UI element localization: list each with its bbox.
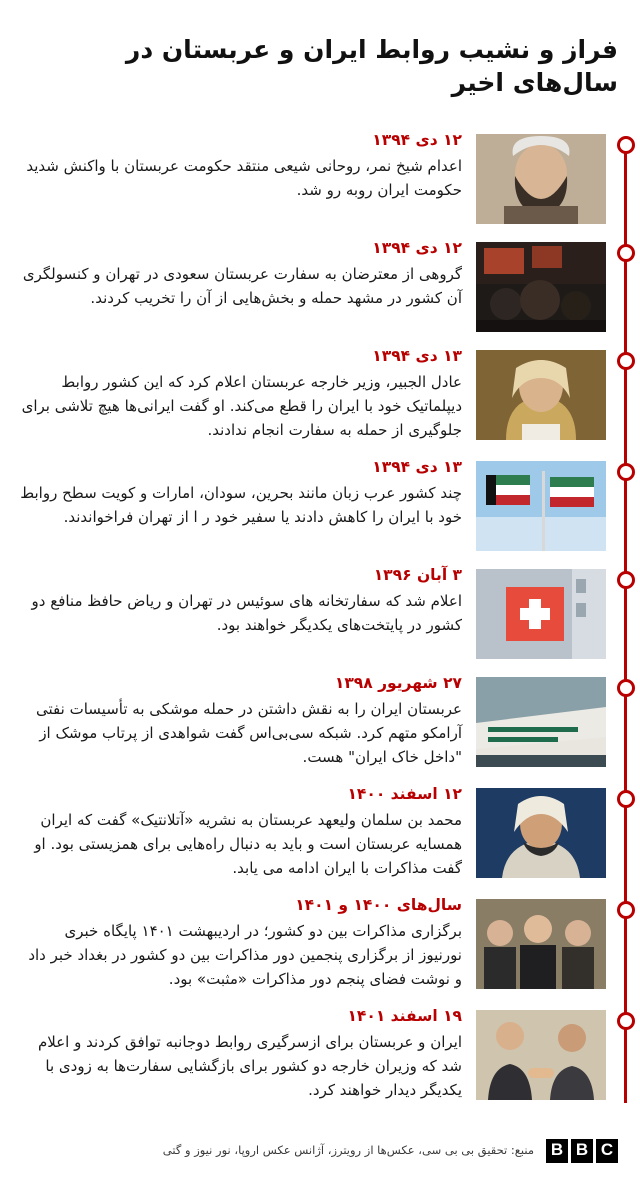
event-description: محمد بن سلمان ولیعهد عربستان به نشریه «آتلانتیک» گفت که ایران همسایه عربستان است و باید به دنبال راه‌هایی برای همزیستی بود. او گفت مذاکرات با ایران ادامه می یابد. bbox=[34, 810, 462, 878]
event-body bbox=[18, 673, 462, 770]
event-body bbox=[18, 784, 462, 881]
timeline-event bbox=[0, 238, 640, 346]
event-body bbox=[18, 895, 462, 992]
event-body bbox=[18, 565, 462, 638]
timeline-marker-icon bbox=[617, 571, 635, 589]
event-date: سال‌های ۱۴۰۰ و ۱۴۰۱ bbox=[295, 895, 462, 914]
source-credit: منبع: تحقیق بی بی سی، عکس‌ها از رویترز، آژانس عکس اروپا، نور نیوز و گتی bbox=[162, 1143, 534, 1158]
event-thumbnail bbox=[476, 788, 606, 878]
timeline-event bbox=[0, 346, 640, 457]
timeline-event bbox=[0, 895, 640, 1006]
timeline-marker-icon bbox=[617, 790, 635, 808]
timeline-marker-icon bbox=[617, 463, 635, 481]
timeline-event bbox=[0, 784, 640, 895]
bbc-logo-letter: C bbox=[596, 1139, 618, 1163]
bbc-logo-letter: B bbox=[571, 1139, 593, 1163]
event-body bbox=[18, 457, 462, 530]
swiss-flag-building-icon bbox=[476, 569, 606, 659]
event-date: ۱۲ اسفند ۱۴۰۰ bbox=[347, 784, 462, 803]
timeline bbox=[0, 130, 640, 1127]
event-thumbnail bbox=[476, 1010, 606, 1100]
timeline-event bbox=[0, 1006, 640, 1117]
bbc-logo bbox=[546, 1139, 618, 1163]
saudi-aramco-sign-icon bbox=[476, 677, 606, 767]
event-date: ۲۷ شهریور ۱۳۹۸ bbox=[334, 673, 462, 692]
event-thumbnail bbox=[476, 350, 606, 440]
event-description: چند کشور عرب زبان مانند بحرین، سودان، امارات و کویت سطح روابط خود با ایران را کاهش دادند یا سفیر خود ر ا از تهران فراخواندند. bbox=[20, 483, 462, 526]
event-description: گروهی از معترضان به سفارت عربستان سعودی در تهران و کنسولگری آن کشور در مشهد حمله و بخش‌هایی از آن را تخریب کردند. bbox=[22, 264, 462, 307]
event-description: برگزاری مذاکرات بین دو کشور؛ در اردیبهشت ۱۴۰۱ پایگاه خبری نورنیوز از برگزاری پنجمین دور مذاکرات بین دو کشور در بغداد خبر داد و نوشت فضای پنجم دور مذاکرات «مثبت» بود. bbox=[28, 921, 462, 989]
event-date: ۱۳ دی ۱۳۹۴ bbox=[372, 457, 462, 476]
event-thumbnail bbox=[476, 134, 606, 224]
timeline-event bbox=[0, 565, 640, 673]
footer bbox=[0, 1127, 640, 1177]
portrait-mohammed-bin-salman-icon bbox=[476, 788, 606, 878]
event-description: عادل الجبیر، وزیر خارجه عربستان اعلام کرد که این کشور روابط دیپلماتیک خود با ایران را قطع می‌کند. او گفت ایرانی‌ها هیچ تلاشی برای جلوگیری از حمله به سفارت انجام ندادند. bbox=[21, 372, 462, 440]
timeline-marker-icon bbox=[617, 244, 635, 262]
officials-group-photo-icon bbox=[476, 899, 606, 989]
portrait-adel-al-jubeir-icon bbox=[476, 350, 606, 440]
event-body bbox=[18, 130, 462, 203]
timeline-marker-icon bbox=[617, 136, 635, 154]
handshake-officials-icon bbox=[476, 1010, 606, 1100]
timeline-event bbox=[0, 130, 640, 238]
timeline-event bbox=[0, 673, 640, 784]
event-description: اعدام شیخ نمر، روحانی شیعی منتقد حکومت عربستان با واکنش شدید حکومت ایران روبه رو شد. bbox=[26, 156, 462, 199]
timeline-event bbox=[0, 457, 640, 565]
event-thumbnail bbox=[476, 899, 606, 989]
event-body bbox=[18, 238, 462, 311]
event-thumbnail bbox=[476, 677, 606, 767]
event-date: ۱۳ دی ۱۳۹۴ bbox=[372, 346, 462, 365]
timeline-marker-icon bbox=[617, 352, 635, 370]
timeline-marker-icon bbox=[617, 679, 635, 697]
flags-uae-iran-icon bbox=[476, 461, 606, 551]
timeline-marker-icon bbox=[617, 901, 635, 919]
page-title: فراز و نشیب روابط ایران و عربستان در سال‌های اخیر bbox=[125, 34, 618, 97]
protest-crowd-night-icon bbox=[476, 242, 606, 332]
event-body bbox=[18, 346, 462, 443]
event-thumbnail bbox=[476, 242, 606, 332]
infographic-page bbox=[0, 17, 640, 1177]
portrait-sheikh-nimr-icon bbox=[476, 134, 606, 224]
event-body bbox=[18, 1006, 462, 1103]
event-date: ۱۹ اسفند ۱۴۰۱ bbox=[347, 1006, 462, 1025]
event-description: اعلام شد که سفارتخانه های سوئیس در تهران و ریاض حافظ منافع دو کشور در پایتخت‌های یکدیگر خواهند بود. bbox=[31, 591, 462, 634]
event-date: ۱۲ دی ۱۳۹۴ bbox=[372, 130, 462, 149]
event-description: ایران و عربستان برای ازسرگیری روابط دوجانبه توافق کردند و اعلام شد که وزیران خارجه دو کشور برای بازگشایی سفارت‌ها به زودی با یکدیگر دیدار خواهند کرد. bbox=[37, 1032, 462, 1100]
bbc-logo-letter: B bbox=[546, 1139, 568, 1163]
event-thumbnail bbox=[476, 461, 606, 551]
event-date: ۳ آبان ۱۳۹۶ bbox=[373, 565, 462, 584]
event-date: ۱۲ دی ۱۳۹۴ bbox=[372, 238, 462, 257]
timeline-marker-icon bbox=[617, 1012, 635, 1030]
event-description: عربستان ایران را به نقش داشتن در حمله موشکی به تأسیسات نفتی آرامکو متهم کرد. شبکه سی‌بی‌اس گفت شواهدی از پرتاب موشک از "داخل خاک ایران" هست. bbox=[36, 699, 462, 767]
event-thumbnail bbox=[476, 569, 606, 659]
